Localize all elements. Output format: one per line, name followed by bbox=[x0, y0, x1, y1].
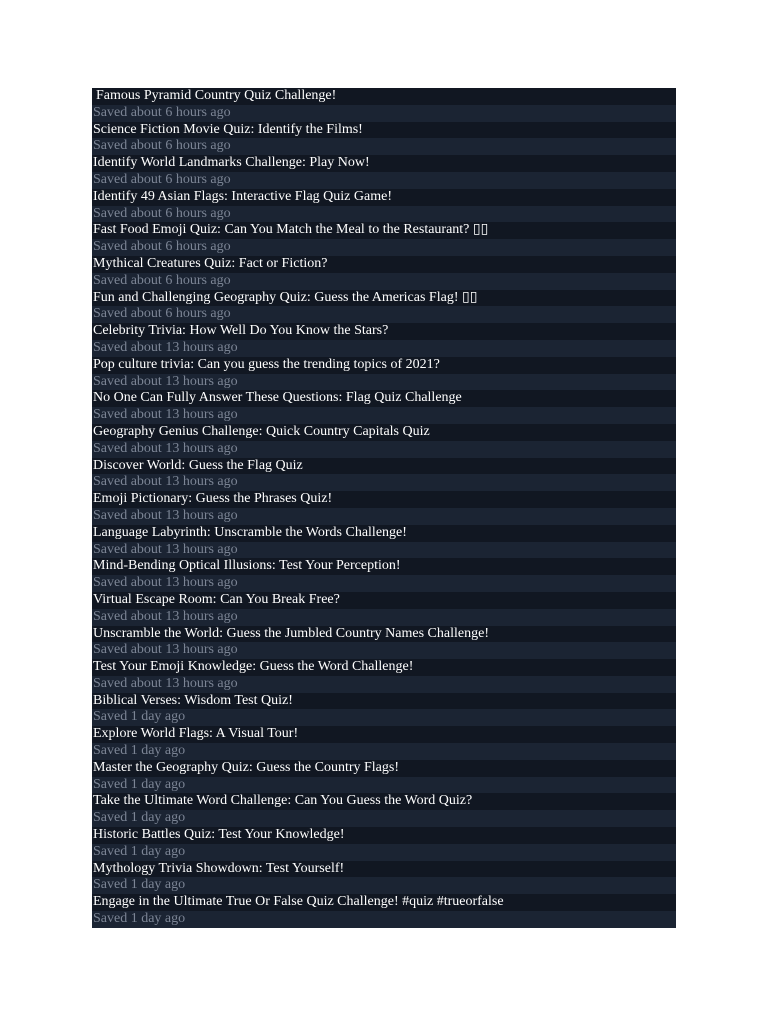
quiz-title[interactable]: Historic Battles Quiz: Test Your Knowledge! bbox=[92, 827, 676, 844]
saved-timestamp: Saved about 13 hours ago bbox=[92, 474, 676, 491]
list-item[interactable] bbox=[92, 827, 676, 861]
quiz-title[interactable]: Take the Ultimate Word Challenge: Can You Guess the Word Quiz? bbox=[92, 793, 676, 810]
saved-timestamp: Saved about 6 hours ago bbox=[92, 306, 676, 323]
saved-timestamp: Saved 1 day ago bbox=[92, 743, 676, 760]
saved-timestamp: Saved about 13 hours ago bbox=[92, 609, 676, 626]
list-item[interactable] bbox=[92, 290, 676, 324]
saved-timestamp: Saved about 6 hours ago bbox=[92, 206, 676, 223]
saved-timestamp: Saved about 13 hours ago bbox=[92, 374, 676, 391]
quiz-title[interactable]: No One Can Fully Answer These Questions: Flag Quiz Challenge bbox=[92, 390, 676, 407]
list-item[interactable] bbox=[92, 525, 676, 559]
list-item[interactable] bbox=[92, 760, 676, 794]
list-item[interactable] bbox=[92, 323, 676, 357]
list-item[interactable] bbox=[92, 155, 676, 189]
quiz-title[interactable]: Master the Geography Quiz: Guess the Country Flags! bbox=[92, 760, 676, 777]
list-item[interactable] bbox=[92, 491, 676, 525]
list-item[interactable] bbox=[92, 256, 676, 290]
quiz-title[interactable]: Identify 49 Asian Flags: Interactive Flag Quiz Game! bbox=[92, 189, 676, 206]
saved-timestamp: Saved 1 day ago bbox=[92, 844, 676, 861]
list-item[interactable] bbox=[92, 894, 676, 928]
saved-timestamp: Saved about 13 hours ago bbox=[92, 407, 676, 424]
saved-timestamp: Saved about 13 hours ago bbox=[92, 441, 676, 458]
list-item[interactable] bbox=[92, 626, 676, 660]
saved-timestamp: Saved about 13 hours ago bbox=[92, 642, 676, 659]
list-item[interactable] bbox=[92, 861, 676, 895]
quiz-title[interactable]: Pop culture trivia: Can you guess the trending topics of 2021? bbox=[92, 357, 676, 374]
list-item[interactable] bbox=[92, 793, 676, 827]
saved-timestamp: Saved about 6 hours ago bbox=[92, 105, 676, 122]
quiz-title[interactable]: Famous Pyramid Country Quiz Challenge! bbox=[92, 88, 676, 105]
quiz-title[interactable]: Identify World Landmarks Challenge: Play Now! bbox=[92, 155, 676, 172]
list-item[interactable] bbox=[92, 390, 676, 424]
saved-quizzes-list bbox=[92, 88, 676, 928]
saved-timestamp: Saved about 6 hours ago bbox=[92, 138, 676, 155]
list-item[interactable] bbox=[92, 222, 676, 256]
list-item[interactable] bbox=[92, 357, 676, 391]
saved-timestamp: Saved about 6 hours ago bbox=[92, 172, 676, 189]
quiz-title[interactable]: Engage in the Ultimate True Or False Quiz Challenge! #quiz #trueorfalse bbox=[92, 894, 676, 911]
quiz-title[interactable]: Unscramble the World: Guess the Jumbled Country Names Challenge! bbox=[92, 626, 676, 643]
saved-timestamp: Saved about 6 hours ago bbox=[92, 273, 676, 290]
quiz-title[interactable]: Test Your Emoji Knowledge: Guess the Word Challenge! bbox=[92, 659, 676, 676]
saved-timestamp: Saved 1 day ago bbox=[92, 911, 676, 928]
list-item[interactable] bbox=[92, 122, 676, 156]
quiz-title[interactable]: Discover World: Guess the Flag Quiz bbox=[92, 458, 676, 475]
quiz-title[interactable]: Explore World Flags: A Visual Tour! bbox=[92, 726, 676, 743]
saved-timestamp: Saved about 13 hours ago bbox=[92, 676, 676, 693]
saved-timestamp: Saved about 13 hours ago bbox=[92, 542, 676, 559]
saved-timestamp: Saved about 6 hours ago bbox=[92, 239, 676, 256]
quiz-title[interactable]: Emoji Pictionary: Guess the Phrases Quiz! bbox=[92, 491, 676, 508]
quiz-title[interactable]: Mind-Bending Optical Illusions: Test Your Perception! bbox=[92, 558, 676, 575]
saved-timestamp: Saved about 13 hours ago bbox=[92, 575, 676, 592]
quiz-title[interactable]: Fun and Challenging Geography Quiz: Guess the Americas Flag! ▯▯ bbox=[92, 290, 676, 307]
list-item[interactable] bbox=[92, 88, 676, 122]
list-item[interactable] bbox=[92, 592, 676, 626]
saved-timestamp: Saved about 13 hours ago bbox=[92, 508, 676, 525]
list-item[interactable] bbox=[92, 659, 676, 693]
saved-timestamp: Saved 1 day ago bbox=[92, 709, 676, 726]
quiz-title[interactable]: Language Labyrinth: Unscramble the Words Challenge! bbox=[92, 525, 676, 542]
list-item[interactable] bbox=[92, 558, 676, 592]
quiz-title[interactable]: Mythical Creatures Quiz: Fact or Fiction? bbox=[92, 256, 676, 273]
list-item[interactable] bbox=[92, 189, 676, 223]
quiz-title[interactable]: Science Fiction Movie Quiz: Identify the Films! bbox=[92, 122, 676, 139]
saved-timestamp: Saved about 13 hours ago bbox=[92, 340, 676, 357]
list-item[interactable] bbox=[92, 726, 676, 760]
saved-timestamp: Saved 1 day ago bbox=[92, 810, 676, 827]
list-item[interactable] bbox=[92, 424, 676, 458]
quiz-title[interactable]: Geography Genius Challenge: Quick Country Capitals Quiz bbox=[92, 424, 676, 441]
quiz-title[interactable]: Mythology Trivia Showdown: Test Yourself! bbox=[92, 861, 676, 878]
quiz-title[interactable]: Biblical Verses: Wisdom Test Quiz! bbox=[92, 693, 676, 710]
list-item[interactable] bbox=[92, 458, 676, 492]
saved-timestamp: Saved 1 day ago bbox=[92, 877, 676, 894]
quiz-title[interactable]: Fast Food Emoji Quiz: Can You Match the Meal to the Restaurant? ▯▯ bbox=[92, 222, 676, 239]
saved-timestamp: Saved 1 day ago bbox=[92, 777, 676, 794]
quiz-title[interactable]: Celebrity Trivia: How Well Do You Know the Stars? bbox=[92, 323, 676, 340]
list-item[interactable] bbox=[92, 693, 676, 727]
quiz-title[interactable]: Virtual Escape Room: Can You Break Free? bbox=[92, 592, 676, 609]
